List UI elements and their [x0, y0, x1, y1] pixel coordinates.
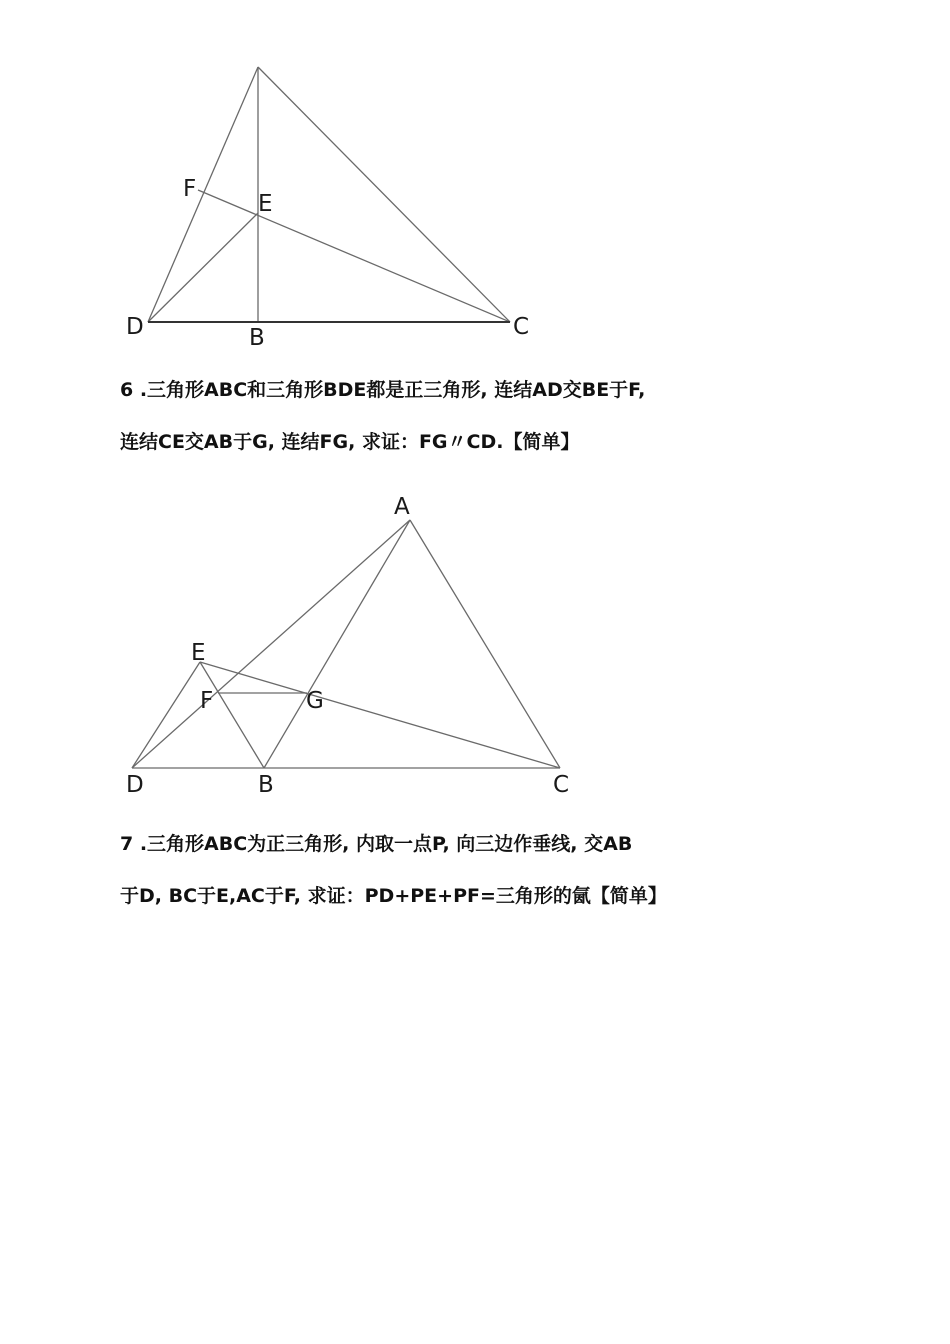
label-b-2: B	[258, 772, 274, 798]
problem-6-line-2: 连结CE交AB于G, 连结FG, 求证：FG〃CD.【简单】	[120, 431, 580, 453]
segment-d-e	[148, 213, 258, 322]
label-c: C	[513, 314, 530, 340]
label-c-2: C	[553, 772, 570, 798]
label-d: D	[126, 314, 144, 340]
segment-a-d	[132, 520, 410, 768]
segment-f-c	[198, 190, 510, 322]
label-a: A	[394, 494, 410, 520]
label-b: B	[249, 325, 265, 351]
segment-e-d	[132, 662, 200, 768]
segment-top-d	[148, 67, 258, 322]
segment-e-c	[200, 662, 560, 768]
label-f: F	[183, 176, 197, 202]
label-e: E	[258, 191, 273, 217]
problem-6-line-1: 6 .三角形ABC和三角形BDE都是正三角形, 连结AD交BE于F,	[120, 379, 646, 401]
label-e-2: E	[191, 640, 206, 666]
segment-top-c	[258, 67, 510, 322]
segment-a-b	[264, 520, 410, 768]
label-f-2: F	[200, 688, 214, 714]
label-d-2: D	[126, 772, 144, 798]
label-g: G	[306, 688, 324, 714]
segment-e-b	[200, 662, 264, 768]
problem-7-line-2: 于D, BC于E,AC于F, 求证：PD+PE+PF=三角形的氤【简单】	[120, 885, 667, 907]
problem-7-line-1: 7 .三角形ABC为正三角形, 内取一点P, 向三边作垂线, 交AB	[120, 833, 633, 855]
segment-a-c	[410, 520, 560, 768]
